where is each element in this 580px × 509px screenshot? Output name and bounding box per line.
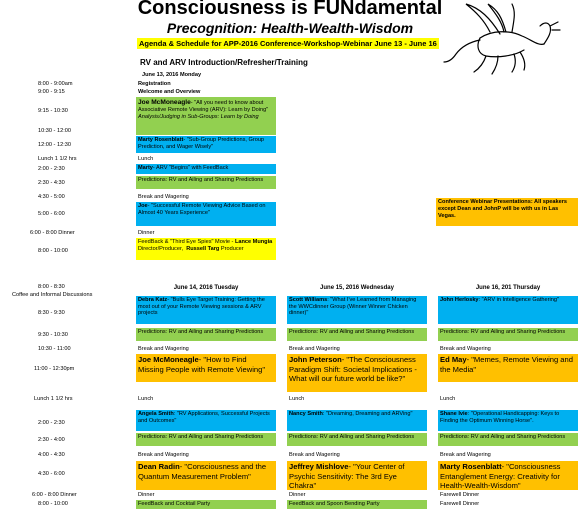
session-title: - "Memes, Remote Viewing and the Media": [440, 355, 573, 374]
schedule-item: Break and Wagering: [138, 452, 189, 458]
session-block: [438, 461, 578, 490]
speaker-name: Nancy Smith: [289, 411, 323, 417]
schedule-item: Lunch: [289, 396, 305, 402]
session-block: Predictions: RV and Ailing and Sharing Predictions: [287, 328, 427, 341]
session-block: Predictions: RV and Ailing and Sharing Predictions: [287, 433, 427, 446]
time-label: 8:00 - 10:00: [38, 501, 68, 507]
session-block: [287, 296, 427, 324]
session-block: FeedBack and Cocktail Party: [136, 500, 276, 509]
speaker-name: Angela Smith: [138, 411, 174, 417]
schedule-item: Farewell Dinner: [440, 501, 480, 507]
session-title: - "Consciousness and the Quantum Measurement Problem": [138, 462, 267, 481]
speaker-name: John Herlosky: [440, 297, 479, 303]
pegasus-logo-icon: [440, 0, 570, 78]
schedule-item: Dinner: [138, 492, 155, 498]
time-label: Coffee and Informal Discussions: [12, 292, 93, 298]
session-title: : "What I've Learned from Managing the WWCdinner Group (Winner Winner Chicken dinner)": [289, 297, 417, 317]
speaker-name: Jeffrey Mishlove: [289, 462, 349, 471]
page-title: Consciousness is FUNdamental: [137, 0, 443, 19]
speaker-name: Marty Rosenblatt: [440, 462, 502, 471]
time-label: 11:00 - 12:30pm: [34, 366, 75, 372]
schedule-item: Welcome and Overview: [138, 89, 201, 95]
speaker-name: Lance Mungia: [234, 239, 273, 245]
schedule-item: Break and Wagering: [289, 452, 340, 458]
session-block: Predictions: RV and Ailing and Sharing Predictions: [438, 328, 578, 341]
session-block: [136, 97, 276, 135]
schedule-item: Break and Wagering: [440, 452, 491, 458]
session-block: [136, 238, 276, 260]
session-title: - "How to Find Missing People with Remote Viewing": [138, 355, 266, 374]
speaker-name: Marty: [138, 165, 153, 171]
day-heading: June 14, 2016 Tuesday: [173, 285, 239, 291]
time-label: 5:00 - 6:00: [38, 211, 65, 217]
session-title: - "Successful Remote Viewing Advice Based on Almost 40 Years Experience": [138, 203, 266, 216]
session-block: [287, 461, 427, 490]
session-title: Producer: [220, 245, 244, 252]
speaker-name: Marty Rosenblatt: [138, 137, 184, 143]
schedule-item: Break and Wagering: [289, 346, 340, 352]
time-label: 9:00 - 9:15: [38, 89, 65, 95]
day-heading: June 15, 2016 Wednesday: [320, 285, 394, 291]
time-label: 4:00 - 4:30: [38, 452, 65, 458]
session-block: [136, 202, 276, 226]
session-title: : "Dreaming, Dreaming and ARVing": [322, 411, 413, 417]
session-block: [438, 296, 578, 324]
schedule-item: Break and Wagering: [138, 346, 189, 352]
session-block: [136, 410, 276, 431]
schedule-item: Break and Wagering: [440, 346, 491, 352]
session-block: Predictions: RV and Ailing and Sharing Predictions: [136, 433, 276, 446]
time-label: 9:15 - 10:30: [38, 108, 68, 114]
session-title: Director/Producer,: [138, 245, 184, 252]
time-label: 8:00 - 9:00am: [38, 81, 73, 87]
schedule-item: Lunch: [138, 156, 154, 162]
monday-date: June 13, 2016 Monday: [142, 72, 202, 78]
speaker-name: Scott Williams: [289, 297, 328, 303]
session-block: [136, 354, 276, 382]
time-label: 6:00 - 8:00 Dinner: [32, 492, 77, 498]
page-subtitle: Precognition: Health-Wealth-Wisdom: [166, 20, 414, 36]
session-title: - "All you need to know about Associative Remote Viewing (ARV): Learn by Doing": [138, 100, 269, 113]
time-label: 2:00 - 2:30: [38, 420, 65, 426]
session-block: Predictions: RV and Ailing and Sharing Predictions: [136, 328, 276, 341]
time-label: 12:00 - 12:30: [38, 142, 71, 148]
speaker-name: Joe McMoneagle: [138, 99, 191, 106]
time-label: 8:00 - 8:30: [38, 284, 65, 290]
section-heading: RV and ARV Introduction/Refresher/Training: [140, 58, 308, 67]
time-label: 2:30 - 4:30: [38, 180, 65, 186]
schedule-item: Dinner: [289, 492, 306, 498]
time-label: 8:30 - 9:30: [38, 310, 65, 316]
speaker-name: Ed May: [440, 355, 467, 364]
session-block: [136, 136, 276, 153]
time-label: 4:30 - 6:00: [38, 471, 65, 477]
session-title: - "Sub-Group Predictions, Group Prediction, and Wager Wisely": [138, 137, 265, 150]
speaker-name: Shane Ivie: [440, 411, 468, 417]
time-label: 2:30 - 4:00: [38, 437, 65, 443]
session-title: FeedBack & "Third Eye Spies" Movie -: [138, 239, 234, 245]
session-block: [136, 461, 276, 490]
session-block: [287, 410, 427, 431]
speaker-name: Dean Radin: [138, 462, 180, 471]
time-label: 9:30 - 10:30: [38, 332, 68, 338]
time-label: 2:00 - 2:30: [38, 166, 65, 172]
session-title: - "The Consciousness Paradigm Shift: Societal Implications - What will our future world be like?": [289, 355, 417, 384]
session-title: : "ARV in Intelligence Gathering": [478, 297, 559, 303]
session-title: : "RV Applications, Successful Projects and Outcomes": [138, 411, 270, 424]
webinar-note: Conference Webinar Presentations: All speakers except Dean and JohnP will be with us in Las Vegas.: [436, 198, 578, 226]
schedule-item: Registration: [138, 81, 171, 87]
time-label: 10:30 - 11:00: [38, 346, 71, 352]
speaker-name: Joe McMoneagle: [138, 355, 199, 364]
schedule-item: Lunch: [440, 396, 456, 402]
schedule-item: Dinner: [138, 230, 155, 236]
schedule-item: Break and Wagering: [138, 194, 189, 200]
session-block: [136, 164, 276, 174]
schedule-item: Lunch: [138, 396, 154, 402]
session-block: [287, 354, 427, 392]
day-heading: June 16, 201 Thursday: [475, 285, 541, 291]
schedule-item: Farewell Dinner: [440, 492, 480, 498]
session-title: : "Operational Handicapping: Keys to Finding the Optimum Winning Horse".: [440, 411, 560, 424]
time-label: 4:30 - 5:00: [38, 194, 65, 200]
speaker-name: John Peterson: [289, 355, 342, 364]
session-note: Analysis/Judging in Sub-Groups: Learn by Doing: [138, 113, 259, 120]
session-block: Predictions: RV and Ailing and Sharing Predictions: [438, 433, 578, 446]
session-block: [438, 410, 578, 431]
time-label: Lunch 1 1/2 hrs: [34, 396, 73, 402]
time-label: 6:00 - 8:00 Dinner: [30, 230, 75, 236]
session-title: - "Consciousness Entanglement Energy: Creativity for Health-Wealth-Wisdom": [440, 462, 561, 490]
time-label: 8:00 - 10:00: [38, 248, 68, 254]
session-block: [136, 296, 276, 324]
speaker-name: Joe: [138, 203, 148, 209]
session-title: - "Bulls Eye Target Training: Getting the most out of your Remote Viewing sessions & ARV projects: [138, 297, 265, 317]
session-title: - "Your Center of Psychic Sensitivity: The 3rd Eye Chakra": [289, 462, 405, 490]
session-title: - ARV "Begins" with FeedBack: [152, 165, 229, 171]
time-label: Lunch 1 1/2 hrs: [38, 156, 77, 162]
session-block: [438, 354, 578, 382]
speaker-name: Debra Katz: [138, 297, 168, 303]
agenda-banner: Agenda & Schedule for APP-2016 Conference-Workshop-Webinar June 13 - June 16: [137, 38, 439, 49]
session-block: Predictions: RV and Ailing and Sharing Predictions: [136, 176, 276, 189]
session-block: FeedBack and Spoon Bending Party: [287, 500, 427, 509]
speaker-name: Russell Targ: [186, 245, 220, 252]
time-label: 10:30 - 12:00: [38, 128, 71, 134]
